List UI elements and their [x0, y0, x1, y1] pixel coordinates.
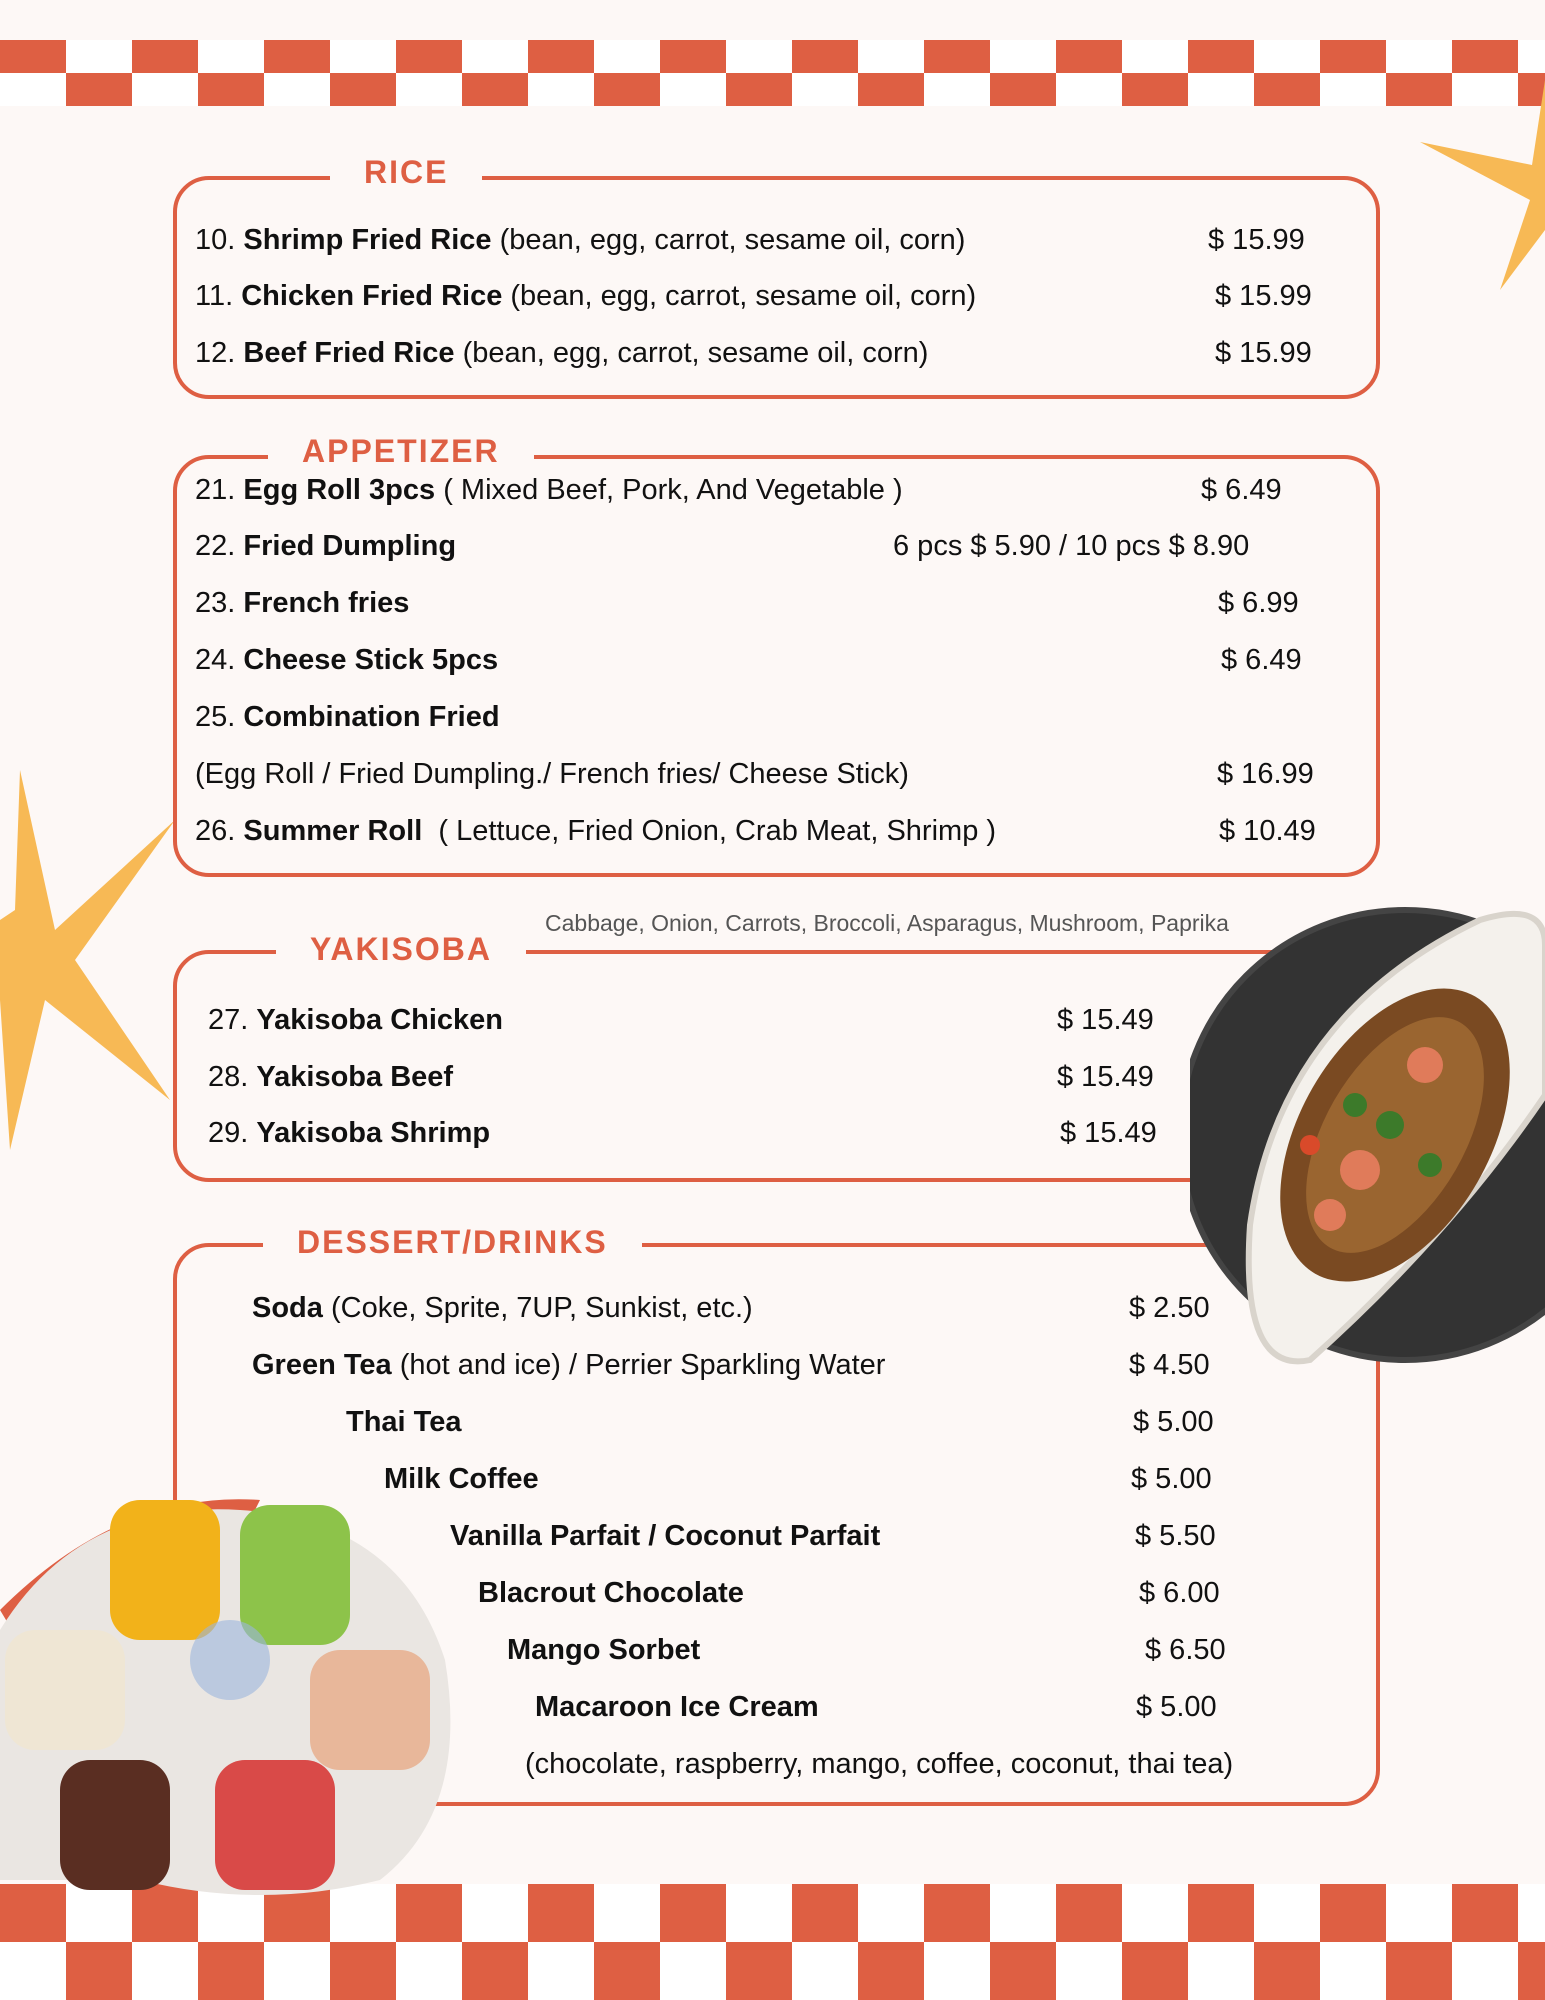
item-name: Cheese Stick 5pcs	[243, 644, 499, 676]
item-price: $ 6.50	[1145, 1634, 1226, 1666]
checker-square	[0, 73, 66, 106]
item-name: Yakisoba Shrimp	[256, 1117, 491, 1149]
item-price: $ 15.99	[1215, 337, 1312, 369]
menu-item	[195, 813, 996, 849]
checker-square	[858, 1884, 924, 1942]
item-price: $ 15.49	[1057, 1004, 1154, 1036]
menu-item	[195, 335, 928, 371]
checker-square	[1320, 1884, 1386, 1942]
menu-item	[346, 1404, 462, 1440]
checker-square	[1452, 40, 1518, 73]
checker-square	[198, 40, 264, 73]
checker-square	[594, 40, 660, 73]
item-price: $ 5.00	[1131, 1463, 1212, 1495]
menu-item	[252, 1347, 885, 1383]
checker-square	[594, 1884, 660, 1942]
appetizer-title: APPETIZER	[268, 431, 534, 471]
item-price: $ 4.50	[1129, 1349, 1210, 1381]
checker-square	[198, 1942, 264, 2000]
item-price: $ 6.99	[1218, 587, 1299, 619]
item-price: $ 6.00	[1139, 1577, 1220, 1609]
item-price: $ 16.99	[1217, 758, 1314, 790]
checker-square	[1320, 40, 1386, 73]
checker-square	[1452, 1884, 1518, 1942]
item-price: $ 15.99	[1215, 280, 1312, 312]
item-description: (Egg Roll / Fried Dumpling./ French fries/ Cheese Stick)	[195, 758, 909, 790]
checker-square	[1254, 40, 1320, 73]
item-number: 22.	[195, 530, 236, 562]
menu-item	[208, 1115, 490, 1151]
item-price: $ 6.49	[1201, 474, 1282, 506]
menu-item	[195, 756, 909, 792]
item-description: (chocolate, raspberry, mango, coffee, coconut, thai tea)	[525, 1748, 1234, 1780]
checker-square	[462, 73, 528, 106]
menu-item	[478, 1575, 744, 1611]
checker-square	[1254, 73, 1320, 106]
checker-square	[1056, 1942, 1122, 2000]
checker-square	[1188, 1942, 1254, 2000]
checker-square	[792, 1884, 858, 1942]
item-number: 27.	[208, 1004, 249, 1036]
checker-square	[1452, 1942, 1518, 2000]
item-number: 29.	[208, 1117, 249, 1149]
item-name: Milk Coffee	[384, 1463, 539, 1495]
item-name: Chicken Fried Rice	[241, 280, 503, 312]
checker-square	[858, 40, 924, 73]
item-number: 10.	[195, 224, 236, 256]
checker-square	[1320, 73, 1386, 106]
checker-square	[660, 73, 726, 106]
checker-square	[462, 1942, 528, 2000]
checker-square	[66, 1942, 132, 2000]
item-name: Egg Roll 3pcs	[243, 474, 436, 506]
item-number: 23.	[195, 587, 236, 619]
checker-square	[1320, 1942, 1386, 2000]
checker-square	[1056, 73, 1122, 106]
checker-square	[792, 40, 858, 73]
item-name: Blacrout Chocolate	[478, 1577, 744, 1609]
checker-square	[264, 40, 330, 73]
item-price: $ 15.49	[1057, 1061, 1154, 1093]
checker-square	[330, 1942, 396, 2000]
item-name: Shrimp Fried Rice	[243, 224, 492, 256]
checker-square	[924, 1942, 990, 2000]
checker-square	[990, 1942, 1056, 2000]
menu-item	[195, 585, 409, 621]
checker-square	[1122, 40, 1188, 73]
checker-square	[924, 40, 990, 73]
checker-square	[924, 1884, 990, 1942]
checker-square	[396, 73, 462, 106]
checker-square	[1122, 1884, 1188, 1942]
checker-square	[528, 1942, 594, 2000]
checker-square	[1386, 40, 1452, 73]
checker-square	[0, 1942, 66, 2000]
checker-square	[1188, 1884, 1254, 1942]
checker-square	[1386, 1942, 1452, 2000]
checker-square	[792, 1942, 858, 2000]
checker-square	[660, 1942, 726, 2000]
checker-square	[1122, 73, 1188, 106]
checker-square	[132, 40, 198, 73]
checker-square	[132, 73, 198, 106]
checker-square	[330, 73, 396, 106]
item-number: 26.	[195, 815, 236, 847]
macaron-photo	[0, 1480, 460, 1900]
checker-square	[594, 73, 660, 106]
item-price: $ 6.49	[1221, 644, 1302, 676]
item-number: 28.	[208, 1061, 249, 1093]
item-name: Summer Roll	[243, 815, 423, 847]
checker-square	[0, 40, 66, 73]
item-price: $ 5.00	[1136, 1691, 1217, 1723]
item-description: (bean, egg, carrot, sesame oil, corn)	[502, 280, 977, 312]
dessert-title: DESSERT/DRINKS	[263, 1222, 642, 1262]
item-name: Soda	[252, 1292, 323, 1324]
item-price: $ 5.00	[1133, 1406, 1214, 1438]
menu-item	[195, 472, 903, 508]
item-price: $ 5.50	[1135, 1520, 1216, 1552]
checker-square	[924, 73, 990, 106]
checker-square	[858, 73, 924, 106]
checker-square	[726, 40, 792, 73]
checker-square	[1122, 1942, 1188, 2000]
item-price: $ 2.50	[1129, 1292, 1210, 1324]
checker-square	[1386, 1884, 1452, 1942]
item-price: $ 15.49	[1060, 1117, 1157, 1149]
menu-item	[195, 699, 500, 735]
checker-square	[726, 1884, 792, 1942]
checker-square	[990, 1884, 1056, 1942]
item-number: 21.	[195, 474, 236, 506]
yakisoba-ingredients-note: Cabbage, Onion, Carrots, Broccoli, Asparagus, Mushroom, Paprika	[545, 910, 1229, 936]
menu-item	[525, 1746, 1233, 1782]
item-name: Yakisoba Chicken	[256, 1004, 504, 1036]
item-description: ( Lettuce, Fried Onion, Crab Meat, Shrimp )	[422, 815, 997, 847]
checker-square	[462, 1884, 528, 1942]
checker-square	[990, 73, 1056, 106]
menu-item	[195, 642, 498, 678]
item-number: 12.	[195, 337, 236, 369]
checker-square	[1056, 1884, 1122, 1942]
item-price: $ 15.99	[1208, 224, 1305, 256]
checker-square	[66, 40, 132, 73]
checker-square	[462, 40, 528, 73]
item-name: Fried Dumpling	[243, 530, 457, 562]
menu-item	[252, 1290, 753, 1326]
checker-square	[198, 73, 264, 106]
yakisoba-title: YAKISOBA	[276, 929, 526, 969]
item-name: Mango Sorbet	[507, 1634, 701, 1666]
checker-square	[330, 40, 396, 73]
checker-square	[594, 1942, 660, 2000]
checker-square	[990, 40, 1056, 73]
item-number: 25.	[195, 701, 236, 733]
checker-square	[858, 1942, 924, 2000]
item-price: $ 10.49	[1219, 815, 1316, 847]
checker-square	[660, 40, 726, 73]
checker-square	[1254, 1884, 1320, 1942]
yakisoba-photo	[1190, 905, 1545, 1405]
item-description: (bean, egg, carrot, sesame oil, corn)	[491, 224, 966, 256]
item-number: 24.	[195, 644, 236, 676]
item-name: Yakisoba Beef	[256, 1061, 454, 1093]
checker-square	[1254, 1942, 1320, 2000]
menu-item	[195, 278, 976, 314]
checker-border-top	[0, 40, 1545, 106]
rice-title: RICE	[330, 152, 482, 192]
item-name: French fries	[243, 587, 410, 619]
checker-square	[396, 40, 462, 73]
checker-square	[528, 1884, 594, 1942]
menu-item	[450, 1518, 880, 1554]
item-description: (hot and ice) / Perrier Sparkling Water	[391, 1349, 886, 1381]
star-decoration-left	[0, 770, 200, 1150]
item-number: 11.	[195, 280, 234, 312]
checker-square	[396, 1942, 462, 2000]
checker-square	[660, 1884, 726, 1942]
checker-square	[264, 1942, 330, 2000]
checker-square	[792, 73, 858, 106]
checker-square	[264, 73, 330, 106]
item-description: (Coke, Sprite, 7UP, Sunkist, etc.)	[322, 1292, 753, 1324]
item-name: Combination Fried	[243, 701, 500, 733]
item-description: ( Mixed Beef, Pork, And Vegetable )	[435, 474, 903, 506]
checker-square	[66, 73, 132, 106]
star-decoration-top-right	[1420, 80, 1545, 290]
menu-item	[208, 1002, 503, 1038]
checker-square	[726, 1942, 792, 2000]
menu-item	[195, 222, 965, 258]
menu-item	[208, 1059, 453, 1095]
checker-square	[528, 40, 594, 73]
checker-square	[528, 73, 594, 106]
item-name: Green Tea	[252, 1349, 392, 1381]
menu-item	[195, 528, 456, 564]
item-name: Macaroon Ice Cream	[535, 1691, 819, 1723]
checker-square	[1188, 40, 1254, 73]
checker-square	[726, 73, 792, 106]
item-name: Vanilla Parfait / Coconut Parfait	[450, 1520, 881, 1552]
checker-border-bottom	[0, 1884, 1545, 2000]
item-price: 6 pcs $ 5.90 / 10 pcs $ 8.90	[893, 530, 1250, 562]
checker-square	[1518, 1942, 1545, 2000]
menu-item	[507, 1632, 700, 1668]
checker-square	[1056, 40, 1122, 73]
checker-square	[1188, 73, 1254, 106]
item-description: (bean, egg, carrot, sesame oil, corn)	[454, 337, 929, 369]
menu-item	[535, 1689, 819, 1725]
item-name: Thai Tea	[346, 1406, 462, 1438]
item-name: Beef Fried Rice	[243, 337, 455, 369]
checker-square	[1518, 1884, 1545, 1942]
checker-square	[132, 1942, 198, 2000]
checker-square	[1518, 40, 1545, 73]
